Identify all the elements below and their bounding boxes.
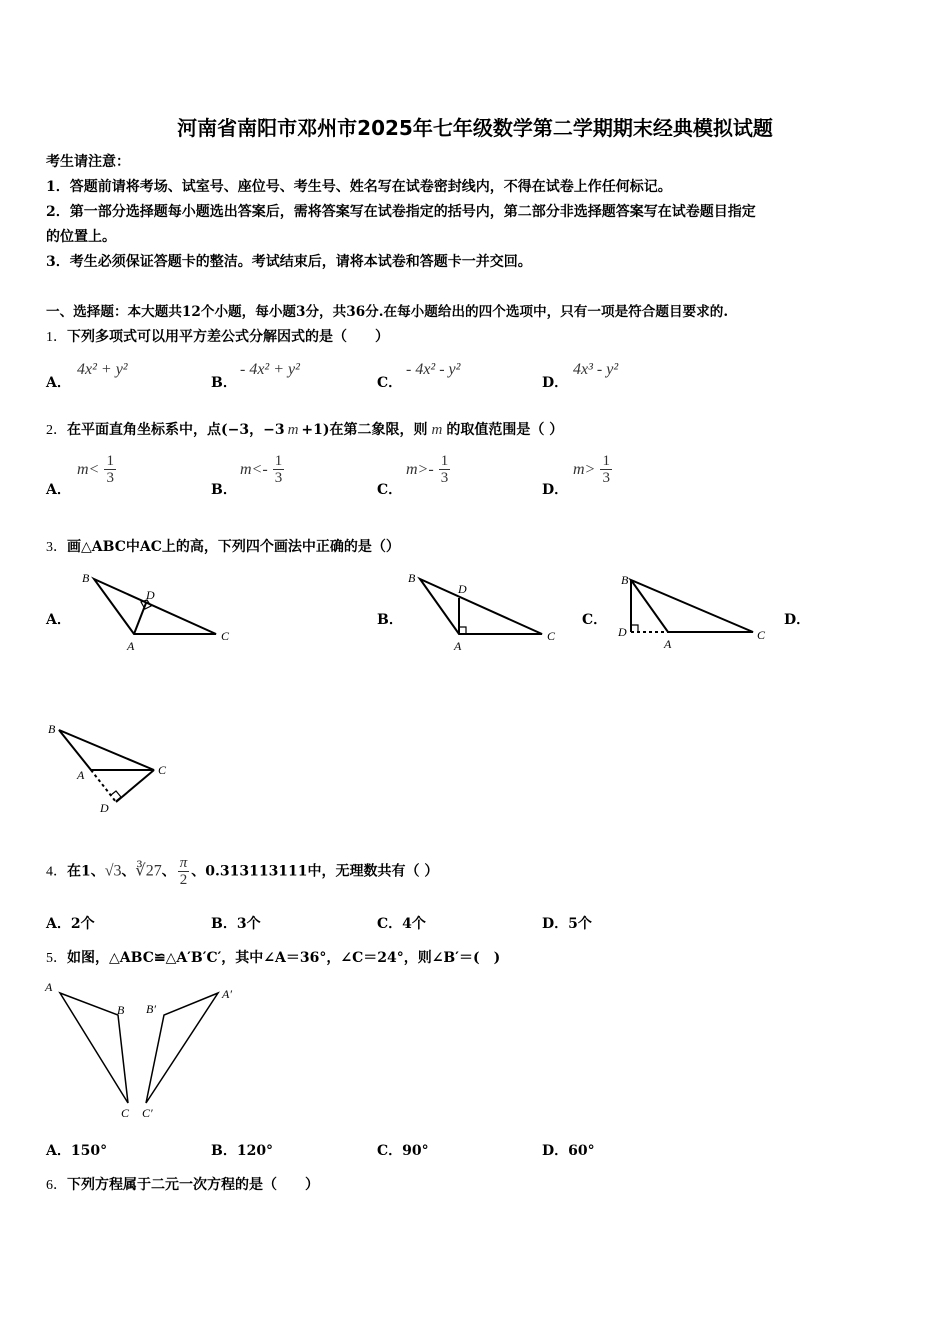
q5-option-b[interactable]: B．120° [211, 1143, 274, 1159]
variable-m: m [431, 422, 443, 438]
q2-option-d-expr [573, 453, 612, 486]
variable-m: m [287, 422, 299, 438]
vertex-label-d: D [100, 801, 109, 815]
q2-option-c[interactable]: C． [377, 482, 403, 498]
q3-figure-b [404, 568, 564, 653]
vertex-label-a-prime: A′ [222, 987, 232, 1001]
q5-option-d[interactable]: D．60° [542, 1143, 595, 1159]
fraction-denominator: 3 [602, 470, 610, 486]
q1-option-a[interactable] [46, 373, 71, 393]
q3-option-a[interactable]: A． [46, 612, 71, 628]
vertex-label-c: C [121, 1106, 130, 1120]
fraction-denominator: 3 [106, 470, 114, 486]
question-number: 3． [46, 540, 67, 555]
q1-option-d-expr: 4x³ - y² [573, 361, 619, 378]
vertex-label-c: C [757, 628, 766, 642]
q5-option-c[interactable]: C．90° [377, 1143, 429, 1159]
question-text-c: 的取值范围是（ ） [446, 422, 564, 438]
option-label: B． [211, 375, 237, 391]
relation: m<- [240, 461, 268, 478]
fraction-numerator: π [179, 855, 188, 871]
question-text: 下列多项式可以用平方差公式分解因式的是（ ） [67, 329, 389, 345]
vertex-label-b: B [408, 571, 416, 585]
q4-option-d[interactable]: D．5个 [542, 916, 592, 932]
fraction-denominator: 3 [274, 470, 283, 486]
q4-option-b[interactable]: B．3个 [211, 916, 261, 932]
relation: m< [77, 461, 100, 478]
question-text-b: +1)在第二象限，则 [301, 422, 428, 438]
fraction-numerator: 1 [106, 453, 114, 469]
option-label: C． [377, 375, 403, 391]
option-label: A． [46, 375, 71, 391]
question-text: 画△ABC中AC上的高，下列四个画法中正确的是（） [67, 539, 400, 555]
vertex-label-c: C [547, 629, 556, 643]
vertex-label-b: B [621, 573, 629, 587]
question-3 [46, 537, 400, 558]
q3-option-b[interactable]: B． [377, 612, 403, 628]
separator: 、 [121, 863, 136, 880]
fraction-numerator: 1 [602, 453, 610, 469]
question-4 [46, 855, 438, 888]
question-text-a: 在平面直角坐标系中，点(−3，−3 [67, 422, 285, 438]
vertex-label-a: A [664, 637, 672, 651]
q4-option-a[interactable]: A．2个 [46, 916, 95, 932]
q3-figure-a [78, 568, 238, 653]
vertex-label-b-prime: B′ [146, 1002, 156, 1016]
notice-item-1: 1．答题前请将考场、试室号、座位号、考生号、姓名写在试卷密封线内，不得在试卷上作任何标记。 [46, 179, 672, 195]
question-number: 1． [46, 330, 67, 345]
question-number: 4． [46, 864, 67, 880]
vertex-label-c: C [158, 763, 167, 777]
notice-item-2: 2．第一部分选择题每小题选出答案后，需将答案写在试卷指定的括号内，第二部分非选择题答案写在试卷题目指定 [46, 204, 756, 220]
fraction-numerator: 1 [274, 453, 283, 469]
q3-figure-c [612, 568, 782, 653]
question-text: 如图，△ABC≌△A′B′C′，其中∠A＝36°，∠C＝24°，则∠B′＝( ) [67, 950, 501, 966]
q1-option-b-expr: - 4x² + y² [240, 361, 300, 378]
fraction [600, 453, 612, 486]
q2-option-c-expr [406, 453, 450, 486]
q1-option-d[interactable] [542, 373, 568, 393]
q2-option-a-expr [77, 453, 116, 486]
vertex-label-a: A [77, 768, 85, 782]
question-number: 5． [46, 951, 67, 966]
q3-option-d[interactable]: D． [784, 612, 811, 628]
q1-option-c-expr: - 4x² - y² [406, 361, 461, 378]
fraction-denominator: 3 [440, 470, 449, 486]
fraction-denominator: 2 [179, 872, 188, 888]
section-heading: 一、选择题：本大题共12个小题，每小题3分，共36分.在每小题给出的四个选项中，只有一项是符合题目要求的. [46, 304, 729, 320]
vertex-label-d: D [618, 625, 627, 639]
relation: m>- [406, 461, 434, 478]
vertex-label-c: C [221, 629, 230, 643]
q2-option-d[interactable]: D． [542, 482, 569, 498]
separator: 、 [161, 863, 176, 880]
question-1 [46, 327, 389, 348]
q4-option-c[interactable]: C．4个 [377, 916, 426, 932]
vertex-label-b: B [48, 722, 56, 736]
notice-item-3: 3．考生必须保证答题卡的整洁。考试结束后，请将本试卷和答题卡一并交回。 [46, 254, 532, 270]
q2-option-b-expr [240, 453, 284, 486]
q1-option-b[interactable] [211, 373, 237, 393]
q2-option-b[interactable]: B． [211, 482, 237, 498]
q3-option-c[interactable]: C． [582, 612, 608, 628]
question-number: 6． [46, 1178, 67, 1193]
vertex-label-d: D [146, 588, 155, 602]
q2-option-a[interactable]: A． [46, 482, 71, 498]
q1-option-a-expr: 4x² + y² [77, 361, 128, 378]
question-5 [46, 948, 500, 969]
notice-item-2-cont: 的位置上。 [46, 229, 116, 245]
question-text-a: 在1、 [67, 863, 105, 880]
vertex-label-b: B [117, 1003, 125, 1017]
question-6 [46, 1175, 319, 1196]
fraction [273, 453, 285, 486]
q5-option-a[interactable]: A．150° [46, 1143, 108, 1159]
vertex-label-b: B [82, 571, 90, 585]
question-2 [46, 420, 563, 441]
question-number: 2． [46, 423, 67, 438]
vertex-label-a: A [127, 639, 135, 653]
page-title: 河南省南阳市邓州市2025年七年级数学第二学期期末经典模拟试题 [177, 116, 773, 140]
vertex-label-c-prime: C′ [142, 1106, 153, 1120]
vertex-label-a: A [45, 980, 53, 994]
cbrt-27: ∛27 [135, 862, 162, 880]
vertex-label-d: D [458, 582, 467, 596]
q3-figure-d [44, 718, 184, 818]
q1-option-c[interactable] [377, 373, 402, 393]
notice-heading: 考生请注意： [46, 154, 130, 170]
sqrt-3: √3 [104, 862, 122, 880]
option-label: D． [542, 375, 569, 391]
q5-congruent-triangles-figure [40, 975, 250, 1125]
vertex-label-a: A [454, 639, 462, 653]
fraction-numerator: 1 [440, 453, 449, 469]
fraction [439, 453, 451, 486]
relation: m> [573, 461, 596, 478]
question-text-b: 、0.313113111中，无理数共有（ ） [191, 863, 439, 880]
fraction [104, 453, 116, 486]
pi-over-2 [178, 855, 190, 888]
question-text: 下列方程属于二元一次方程的是（ ） [67, 1177, 319, 1193]
